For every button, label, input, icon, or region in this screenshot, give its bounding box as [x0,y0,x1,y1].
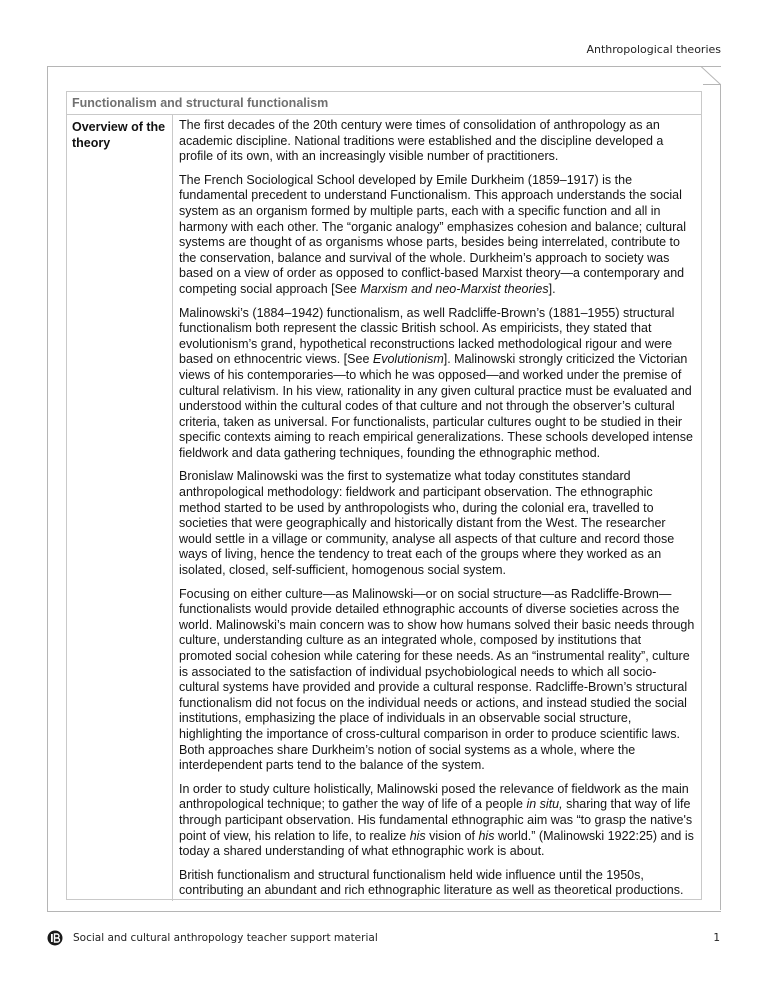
table-row [67,115,701,901]
paragraph-2 [179,173,695,298]
cross-reference-evolutionism: Evolutionism [372,352,444,367]
italic-his-2: his [478,828,495,843]
page-fold-corner-icon [701,66,721,85]
paragraph-3-text-a: Malinowski’s (1884–1942) functionalism, as well Radcliffe-Brown’s (1881–1955) structural functionalism both represent the classic British school. As empiricists, they stated that evolutionism’s grand, hypothetical reconstructions lacked methodological rigour and were based on ethnocentric views. [See [179,305,675,367]
paragraph-6-text-c: vision of [425,828,479,843]
paragraph-4: Bronislaw Malinowski was the first to systematize what today constitutes standard anthropological methodology: fieldwork and participant observation. The ethnographic method started to be used by anthropologists who, during the colonial era, travelled to societies that were geographically and historically distant from the West. The researcher would settle in a village or community, analyse all aspects of that culture and record those ways of living, hence the tendency to treat each of the groups where they worked as an isolated, closed, self-sufficient, homogenous social system. [179,469,675,578]
page-number: 1 [713,932,720,944]
paragraph-3 [179,306,695,462]
paragraph-3-text-b: ]. Malinowski strongly criticized the Victorian views of his contemporaries—to which he was opposed—and worked under the premise of cultural relativism. In his view, rationality in any given cultural practice must be evaluated and understood within the cultural codes of that culture and not through the observer’s cultural criteria, taken as universal. For functionalists, particular cultures ought to be studied in their specific contexts aiming to reach empirical generalizations. These schools developed intense fieldwork and data gathering techniques, founding the ethnographic method. [179,352,693,460]
paragraph-6-text-b: sharing that way of life through participant observation. His fundamental ethnographic aim was “to grasp the native's point of view, his relation to life, to realize [179,797,693,843]
page-footer [47,930,720,950]
row-label: Overview of the theory [67,115,173,901]
paragraph-5: Focusing on either culture—as Malinowski—or on social structure—as Radcliffe-Brown—functionalists would provide detailed ethnographic accounts of diverse societies across the world. Malinowski’s main concern was to show how humans solved their basic needs through culture, understanding culture as an integrated whole, composed by institutions that promoted social cohesion while catering for these needs. As an “instrumental reality”, culture is associated to the satisfaction of individual psychobiological needs to which all socio-cultural systems have provided and provide a cultural response. Radcliffe-Brown’s structural functionalism did not focus on the individual needs or actions, and instead studied the social institutions, emphasizing the place of individuals in an observable social structure, highlighting the importance of cross-cultural comparison in order to produce scientific laws. Both approaches share Durkheim’s notion of social systems as a whole, where the interdependent parts tend to the balance of the system. [179,586,695,773]
paragraph-1: The first decades of the 20th century were times of consolidation of anthropology as an academic discipline. National traditions were established and the discipline developed a profile of its own, with an increasingly visible number of practitioners. [179,118,664,164]
cross-reference-marxism: Marxism and neo-Marxist theories [360,281,549,296]
running-header: Anthropological theories [586,43,721,56]
page-frame-right-edge [720,84,721,910]
italic-his-1: his [409,828,426,843]
paragraph-2-text-a: The French Sociological School developed by Emile Durkheim (1859–1917) is the fundamental precedent to understand Functionalism. This approach understands the social system as an organism formed by multiple parts, each with a specific function and all in harmony with each other. The “organic analogy” emphasizes cohesion and balance; cultural systems are thought of as organisms whose parts, besides being interrelated, contribute to the conservation, balance and survival of the whole. Durkheim’s approach to society was based on a view of order as opposed to conflict-based Marxist theory—a contemporary and competing social approach [See [179,172,687,296]
theory-table [66,91,702,900]
paragraph-6-text-d: world.” (Malinowski 1922:25) and is today a shared understanding of what ethnographic work is about. [179,828,694,859]
row-content [173,115,701,901]
paragraph-7: British functionalism and structural functionalism held wide influence until the 1950s, contributing an abundant and rich ethnographic literature as well as theoretical productions. [179,867,684,898]
footer-text: Social and cultural anthropology teacher support material [73,932,378,944]
ib-logo-icon [47,930,63,946]
paragraph-6-text-a: In order to study culture holistically, Malinowski posed the relevance of fieldwork as the main anthropological technique; to gather the way of life of a people [179,781,689,812]
table-title: Functionalism and structural functionalism [67,92,701,115]
italic-in-situ: in situ, [526,797,563,812]
paragraph-6 [179,782,695,860]
paragraph-2-text-b: ]. [548,281,556,296]
